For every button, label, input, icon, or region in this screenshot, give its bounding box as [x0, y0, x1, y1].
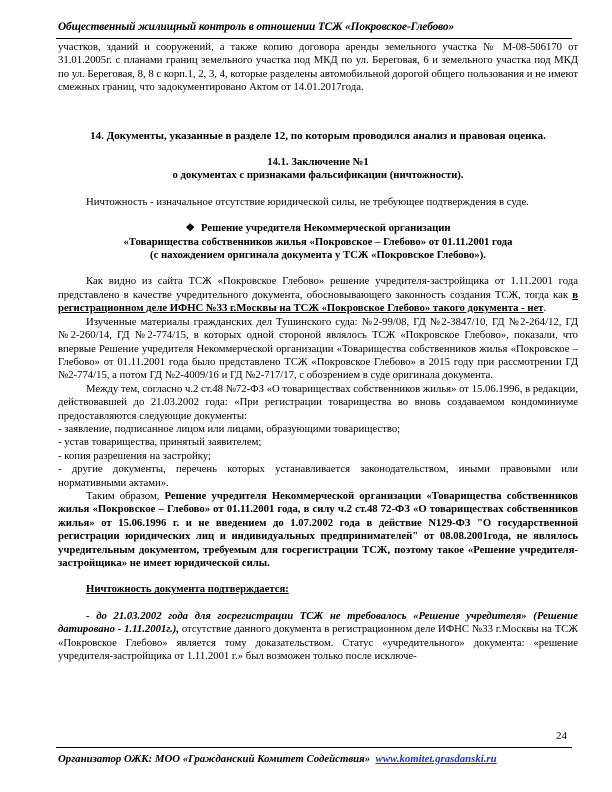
- footer-website-link[interactable]: www.komitet.grasdanski.ru: [375, 753, 497, 765]
- subsection-14-1-title: 14.1. Заключение №1: [267, 156, 369, 169]
- conclusion-paragraph: [58, 490, 578, 570]
- site-paragraph: [58, 275, 578, 315]
- conclusion-lead: Таким образом,: [86, 489, 165, 502]
- page-footer: [58, 753, 578, 765]
- list-item: - устав товарищества, принятый заявителем;: [58, 436, 262, 449]
- list-item: - заявление, подписанное лицом или лицами, образующими товарищество;: [58, 422, 401, 435]
- site-paragraph-text: Как видно из сайта ТСЖ «Покровское Глебово» решение учредителя-застройщика от 1.11.2001 года представлено в качестве учредительного документа, обосновывающего законность создания ТСЖ, тогда как: [58, 275, 578, 301]
- subsection-14-1-subtitle: о документах с признаками фальсификации (ничтожности).: [172, 169, 464, 182]
- decision-title-text: Решение учредителя Некоммерческой организации: [201, 222, 451, 235]
- decision-title-line-1: [58, 222, 578, 235]
- decision-title-line-3: (с нахождением оригинала документа у ТСЖ «Покровское Глебово»).: [150, 249, 486, 262]
- page-body: [58, 41, 578, 663]
- diamond-bullet-icon: ❖: [185, 222, 196, 235]
- site-paragraph-emphasis: в регистрационном деле ИФНС №33 г.Москвы на ТСЖ «Покровское Глебово» такого документа - нет: [58, 288, 578, 315]
- law-paragraph: Между тем, согласно ч.2 ст.48 №72-ФЗ «О товариществах собственников жилья» от 15.06.1996, в редакции, действовавшей до 21.03.2002 года: «При регистрации товарищества во вновь создаваемом кондоминиуме предоставляются следующие документы:: [58, 382, 578, 422]
- decision-title-line-2: «Товарищества собственников жилья «Покровское – Глебово» от 01.11.2001 года: [123, 235, 513, 248]
- running-header: Общественный жилищный контроль в отношении ТСЖ «Покровское-Глебово»: [58, 21, 455, 33]
- confirmation-text: отсутствие данного документа в регистрационном деле ИФНС №33 г.Москвы на ТСЖ «Покровское Глебово» является тому доказательством. Статус «учредительного» документа: «решение учредителя-застройщика от 1.11.2001 г.» был возможен только после исключе-: [58, 623, 578, 663]
- intro-paragraph: участков, зданий и сооружений, а также копию договора аренды земельного участка № М-08-506170 от 31.01.2005г. с планами границ земельного участка под МКД по ул. Береговая, 6 и земельного участка под МКД по ул. Береговая, 8, 8 с корп.1, 2, 3, 4, которые разделены автомобильной дорогой общего пользования и не имеют смежных границ, что задокументировано Актом от 14.01.2017года.: [58, 41, 578, 94]
- list-item: - копия разрешения на застройку;: [58, 449, 211, 462]
- confirmation-paragraph: [58, 610, 578, 664]
- section-14-title: 14. Документы, указанные в разделе 12, по которым проводился анализ и правовая оценка.: [90, 129, 546, 142]
- confirmation-emphasis: - до 21.03.2002 года для госрегистрации ТСЖ не требовалось «Решение учредителя» (Решение датировано - 1.11.2001г.),: [58, 609, 578, 636]
- footer-divider: [56, 747, 572, 748]
- court-cases-paragraph: Изученные материалы гражданских дел Тушинского суда: №2-99/08, ГД №2-3847/10, ГД №2-264/12, ГД №2-260/14, ГД №2-774/15, в которых одной стороной являлось ТСЖ «Покровское Глебово», показали, что впервые Решение учредителя Некоммерческой организации «Товарищества собственников жилья «Покровское – Глебово» от 01.11.2001 года было представлено ТСЖ «Покровское Глебово» в 2015 году при рассмотрении ГД №2-774/15, а потом ГД №2-4009/16 и ГД №2-717/17, с обозрением в суде оригинала документа.: [58, 315, 578, 382]
- conclusion-emphasis: Решение учредителя Некоммерческой организации «Товарищества собственников жилья «Покровское – Глебово» от 01.11.2001 года, в силу ч.2 ст.48 72-ФЗ «О товариществах собственников жилья» от 15.06.1996 г. и не введением до 1.07.2002 года в действие N129-ФЗ "О государственной регистрации юридических лиц и индивидуальных предпринимателей" от 08.08.2001года, не являлось учредительным документом, требуемым для госрегистрации ТСЖ, поэтому такое «Решение учредителя-застройщика» не имеет юридической силы.: [58, 489, 578, 569]
- site-paragraph-end: .: [543, 302, 547, 315]
- nullity-definition: Ничтожность - изначальное отсутствие юридической силы, не требующее подтверждения в суде.: [86, 195, 529, 208]
- header-divider: [56, 38, 572, 39]
- list-item: - другие документы, перечень которых устанавливается законодательством, иными правовыми или нормативными актами».: [58, 463, 578, 489]
- footer-organizer-text: Организатор ОЖК: МОО «Гражданский Комитет Содействия»: [58, 753, 371, 765]
- confirmation-heading: Ничтожность документа подтверждается:: [86, 583, 289, 596]
- page-number: 24: [556, 730, 567, 742]
